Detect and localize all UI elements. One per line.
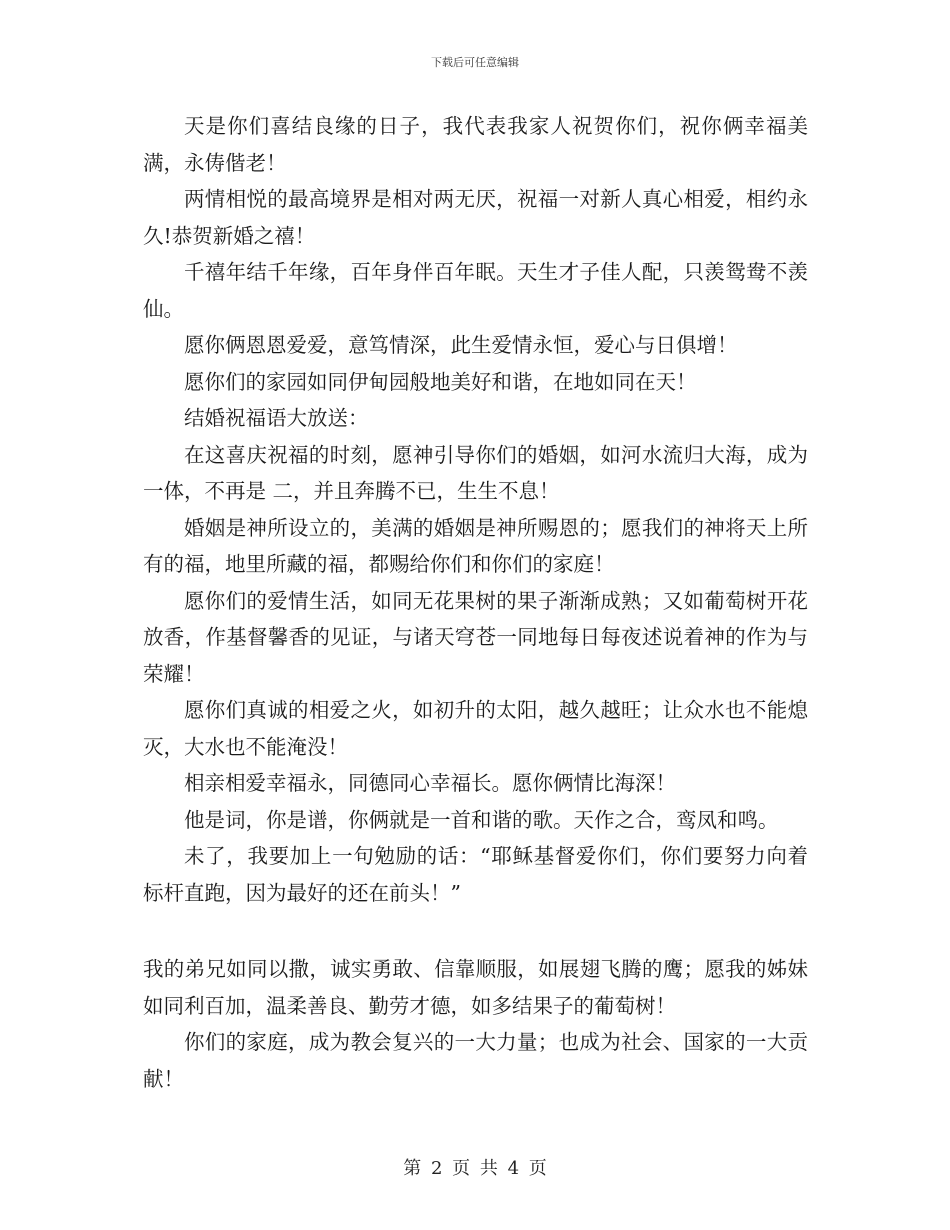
paragraph: 两情相悦的最高境界是相对两无厌，祝福一对新人真心相爱，相约永久!恭贺新婚之禧！	[143, 187, 808, 248]
page-header: 下载后可任意编辑	[431, 56, 519, 69]
paragraph: 愿你们真诚的相爱之火，如初升的太阳，越久越旺；让众水也不能熄灭，大水也不能淹没！	[143, 698, 808, 759]
paragraph: 愿你俩恩恩爱爱，意笃情深，此生爱情永恒，爱心与日俱增！	[184, 333, 738, 357]
paragraph: 结婚祝福语大放送：	[184, 406, 369, 430]
paragraph: 婚姻是神所设立的，美满的婚姻是神所赐恩的；愿我们的神将天上所有的福，地里所藏的福，都赐给你们和你们的家庭！	[143, 515, 808, 576]
paragraph: 你们的家庭，成为教会复兴的一大力量；也成为社会、国家的一大贡献！	[143, 1030, 808, 1091]
paragraph: 愿你们的家园如同伊甸园般地美好和谐，在地如同在天！	[184, 369, 697, 394]
document-body	[143, 108, 808, 1097]
paragraph: 我的弟兄如同以撒，诚实勇敢、信靠顺服，如展翅飞腾的鹰；愿我的姊妹如同利百加，温柔善良、勤劳才德，如多结果子的葡萄树！	[143, 957, 808, 1018]
paragraph: 未了，我要加上一句勉励的话：“耶稣基督爱你们，你们要努力向着标杆直跑，因为最好的还在前头！”	[143, 844, 808, 905]
paragraph: 愿你们的爱情生活，如同无花果树的果子渐渐成熟；又如葡萄树开花放香，作基督馨香的见证，与诸天穹苍一同地每日每夜述说着神的作为与荣耀！	[143, 588, 808, 686]
paragraph: 天是你们喜结良缘的日子，我代表我家人祝贺你们，祝你俩幸福美满，永俦偕老！	[143, 114, 808, 175]
paragraph-gap	[143, 911, 808, 951]
paragraph: 相亲相爱幸福永，同德同心幸福长。愿你俩情比海深！	[184, 771, 676, 795]
paragraph: 他是词，你是谱，你俩就是一首和谐的歌。天作之合，鸾凤和鸣。	[184, 807, 779, 832]
paragraph: 在这喜庆祝福的时刻，愿神引导你们的婚姻，如河水流归大海，成为一体，不再是 二，并且奔腾不已，生生不息！	[143, 442, 808, 503]
page-number-footer: 第 2 页 共 4 页	[403, 1158, 547, 1179]
paragraph: 千禧年结千年缘，百年身伴百年眠。天生才子佳人配，只羡鸳鸯不羡仙。	[143, 260, 808, 321]
